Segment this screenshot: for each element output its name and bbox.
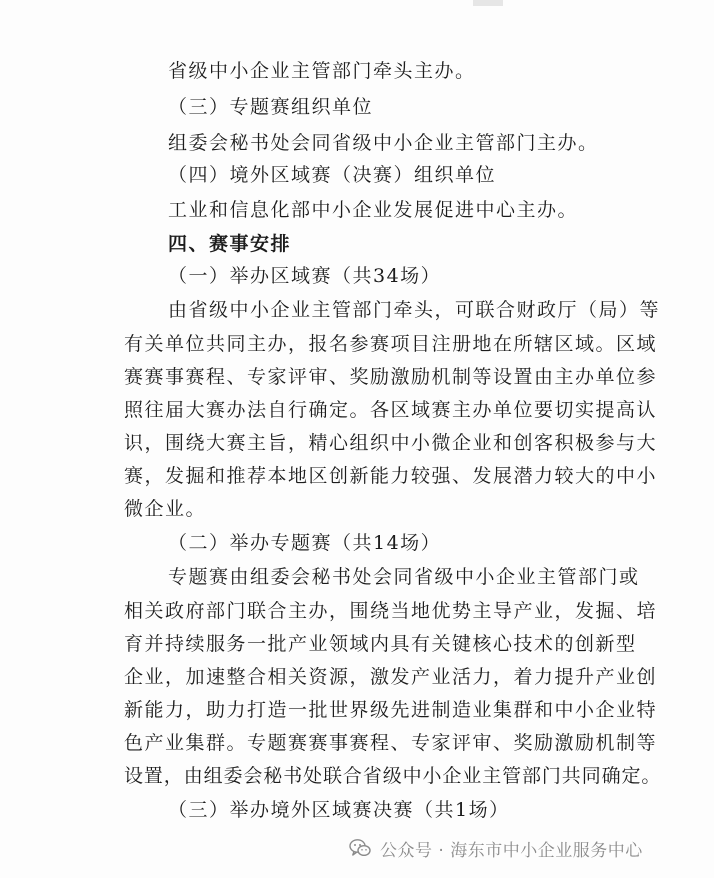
subheading-line: （一）举办区域赛（共34场） — [168, 265, 442, 287]
paragraph-line: 育并持续服务一批产业领域内具有关键核心技术的创新型 — [124, 633, 637, 655]
paragraph-line: 组委会秘书处会同省级中小企业主管部门主办。 — [168, 132, 599, 154]
watermark-text: 公众号 · 海东市中小企业服务中心 — [380, 840, 643, 861]
paragraph-line: 赛赛事赛程、专家评审、奖励激励机制等设置由主办单位参 — [124, 366, 658, 388]
paragraph-line: 企业，加速整合相关资源，激发产业活力，着力提升产业创 — [124, 666, 658, 688]
paragraph-line: 设置，由组委会秘书处联合省级中小企业主管部门共同确定。 — [124, 765, 662, 787]
paragraph-line: 色产业集群。专题赛赛事赛程、专家评审、奖励激励机制等 — [124, 732, 658, 754]
paragraph-line: 微企业。 — [124, 498, 207, 520]
wechat-icon — [348, 836, 372, 860]
paragraph-line: 赛，发掘和推荐本地区创新能力较强、发展潜力较大的中小 — [124, 465, 658, 487]
subheading-line: （三）举办境外区域赛决赛（共1场） — [168, 799, 510, 821]
paragraph-line: 省级中小企业主管部门牵头主办。 — [168, 60, 476, 82]
paragraph-line: 专题赛由组委会秘书处会同省级中小企业主管部门或 — [168, 566, 640, 588]
paragraph-line: 由省级中小企业主管部门牵头，可联合财政厅（局）等 — [168, 299, 661, 321]
subheading-line: （二）举办专题赛（共14场） — [168, 532, 442, 554]
paragraph-line: 新能力，助力打造一批世界级先进制造业集群和中小企业特 — [124, 699, 658, 721]
scan-mark — [473, 0, 503, 6]
paragraph-line: 工业和信息化部中小企业发展促进中心主办。 — [168, 199, 579, 221]
paragraph-line: 相关政府部门联合主办，围绕当地优势主导产业，发掘、培 — [124, 600, 658, 622]
paragraph-line: 识，围绕大赛主旨，精心组织中小微企业和创客积极参与大 — [124, 432, 658, 454]
subheading-line: （四）境外区域赛（决赛）组织单位 — [168, 164, 497, 186]
paragraph-line: 照往届大赛办法自行确定。各区域赛主办单位要切实提高认 — [124, 399, 658, 421]
watermark — [348, 834, 643, 862]
section-heading: 四、赛事安排 — [168, 233, 292, 255]
subheading-line: （三）专题赛组织单位 — [168, 96, 374, 118]
paragraph-line: 有关单位共同主办，报名参赛项目注册地在所辖区域。区域 — [124, 333, 658, 355]
